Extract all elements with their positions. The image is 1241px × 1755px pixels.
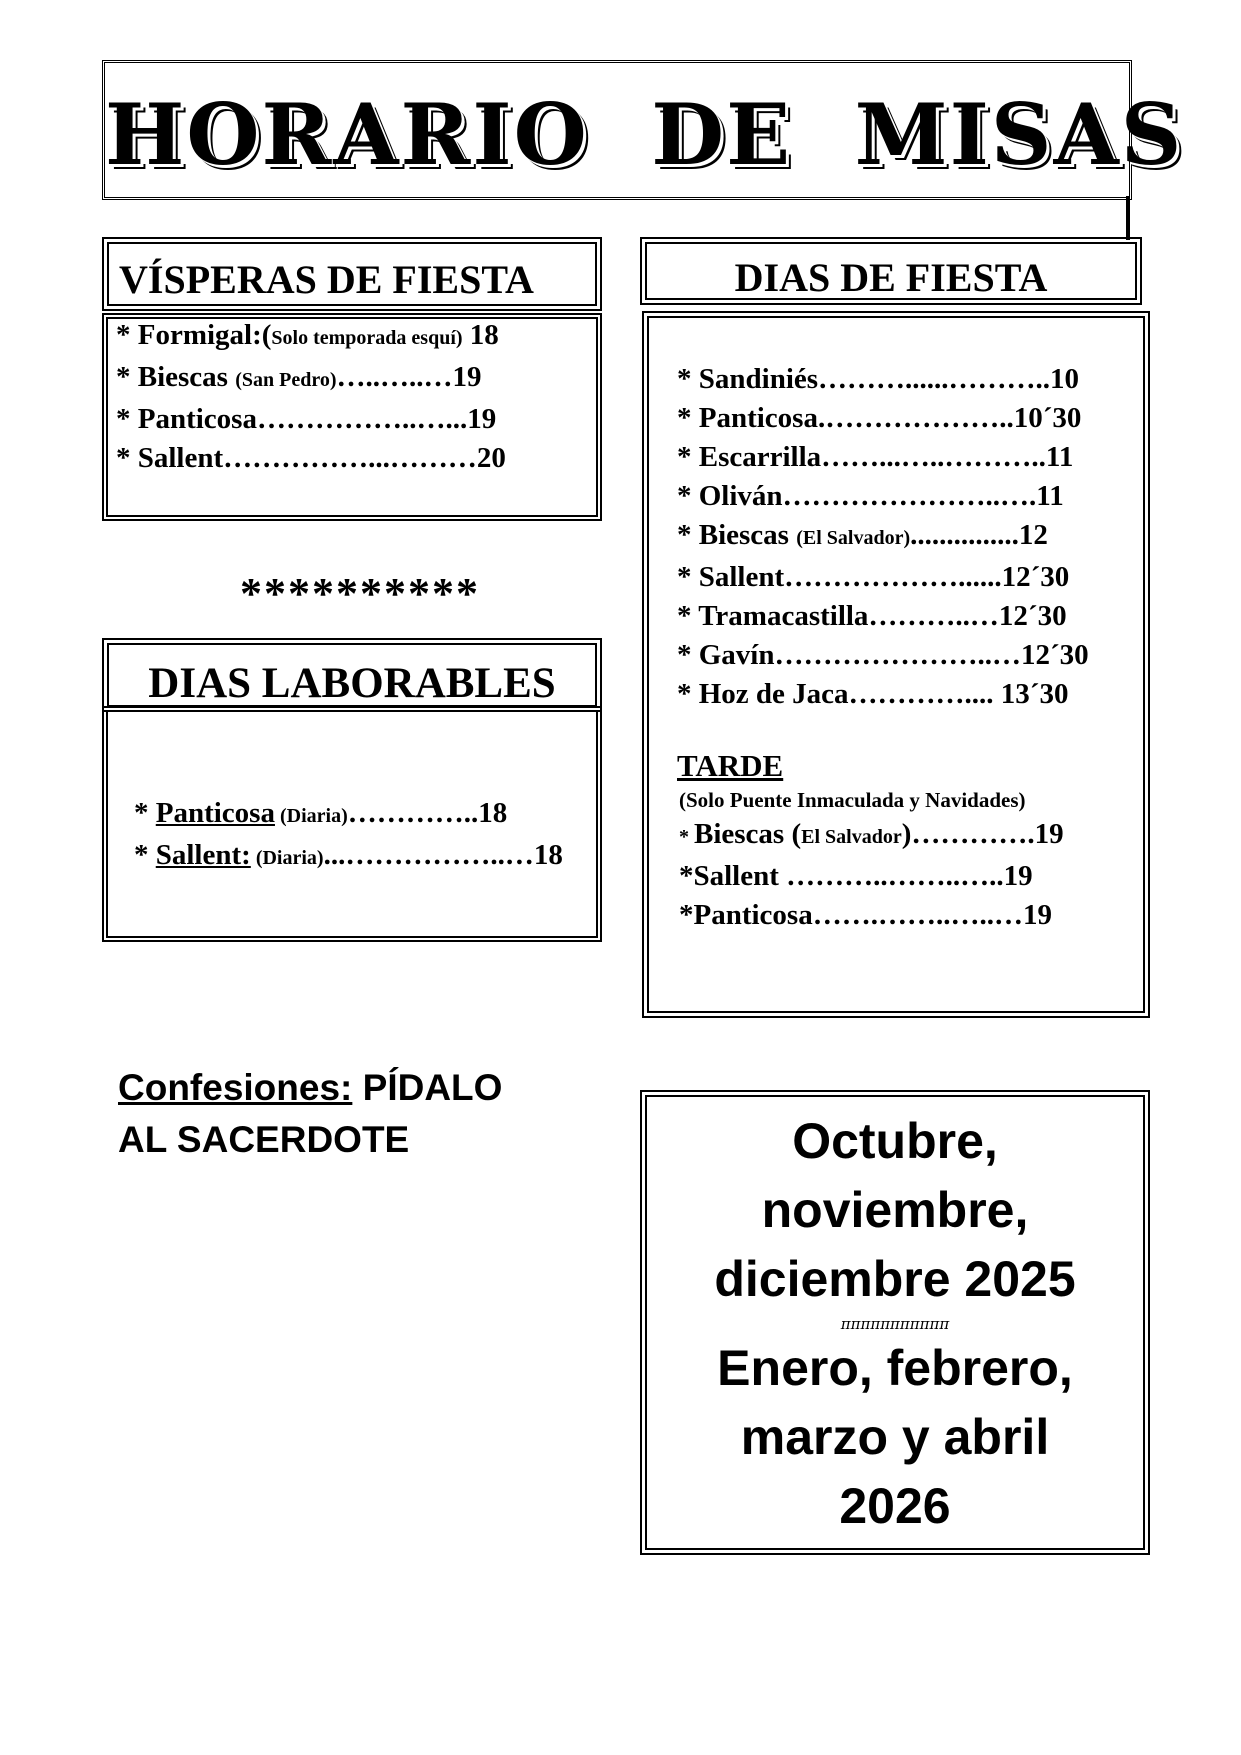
confesiones-note: Confesiones: PÍDALO AL SACERDOTE <box>118 1067 503 1160</box>
dates-text: Octubre, noviembre, diciembre 2025 πππππππππππ Enero, febrero, marzo y abril 2026 <box>647 1107 1143 1541</box>
tarde-note: (Solo Puente Inmaculada y Navidades) <box>679 788 1026 812</box>
list-item: *Panticosa…….……..…..…19 <box>679 899 1052 931</box>
list-item: * Formigal:(Solo temporada esquí) 18 <box>116 319 499 351</box>
tarde-title: TARDE <box>677 748 784 783</box>
laborables-header <box>102 638 602 712</box>
laborables-list <box>134 794 563 878</box>
title-box-tab <box>1126 196 1130 240</box>
list-item: * Sallent……………...………20 <box>116 442 506 474</box>
laborables-header-label: DIAS LABORABLES <box>148 660 556 707</box>
list-item: * Biescas (El Salvador)...............12 <box>677 519 1048 551</box>
list-item: * Sallent………………......12´30 <box>677 561 1070 593</box>
list-item: * Sandiniés………......………..10 <box>677 363 1080 395</box>
list-item: * Hoz de Jaca………….... 13´30 <box>677 678 1069 710</box>
visperas-header <box>102 237 602 311</box>
page-title: HORARIO DE MISAS <box>105 85 1184 184</box>
list-item: * Panticosa.………………..10´30 <box>677 402 1082 434</box>
visperas-list <box>116 316 506 478</box>
dates-separator: πππππππππππ <box>840 1315 950 1333</box>
list-item: *Sallent ………..……..…..19 <box>679 860 1033 892</box>
list-item: * Biescas (El Salvador)………….19 <box>679 818 1064 850</box>
list-item: * Biescas (San Pedro)…..…..…19 <box>116 361 482 393</box>
list-item: * Tramacastilla………..…12´30 <box>677 600 1067 632</box>
list-item: * Escarrilla……...…..………..11 <box>677 441 1074 473</box>
list-item: * Panticosa……………..…...19 <box>116 403 497 435</box>
title-box <box>102 60 1184 200</box>
fiesta-header-label: DIAS DE FIESTA <box>734 255 1048 300</box>
list-item: * Oliván…………………..….11 <box>677 480 1064 512</box>
stars-separator: ********** <box>240 569 480 618</box>
list-item: * Sallent: (Diaria)...……………..…18 <box>134 839 563 871</box>
tarde-list <box>679 815 1064 935</box>
list-item: * Gavín…………………..…12´30 <box>677 639 1089 671</box>
fiesta-header <box>640 237 1142 305</box>
fiesta-list <box>677 360 1089 714</box>
dates-box <box>640 1090 1150 1555</box>
confesiones-label: Confesiones: <box>118 1067 353 1108</box>
visperas-header-label: VÍSPERAS DE FIESTA <box>119 257 534 302</box>
list-item: * Panticosa (Diaria)…………..18 <box>134 797 508 829</box>
